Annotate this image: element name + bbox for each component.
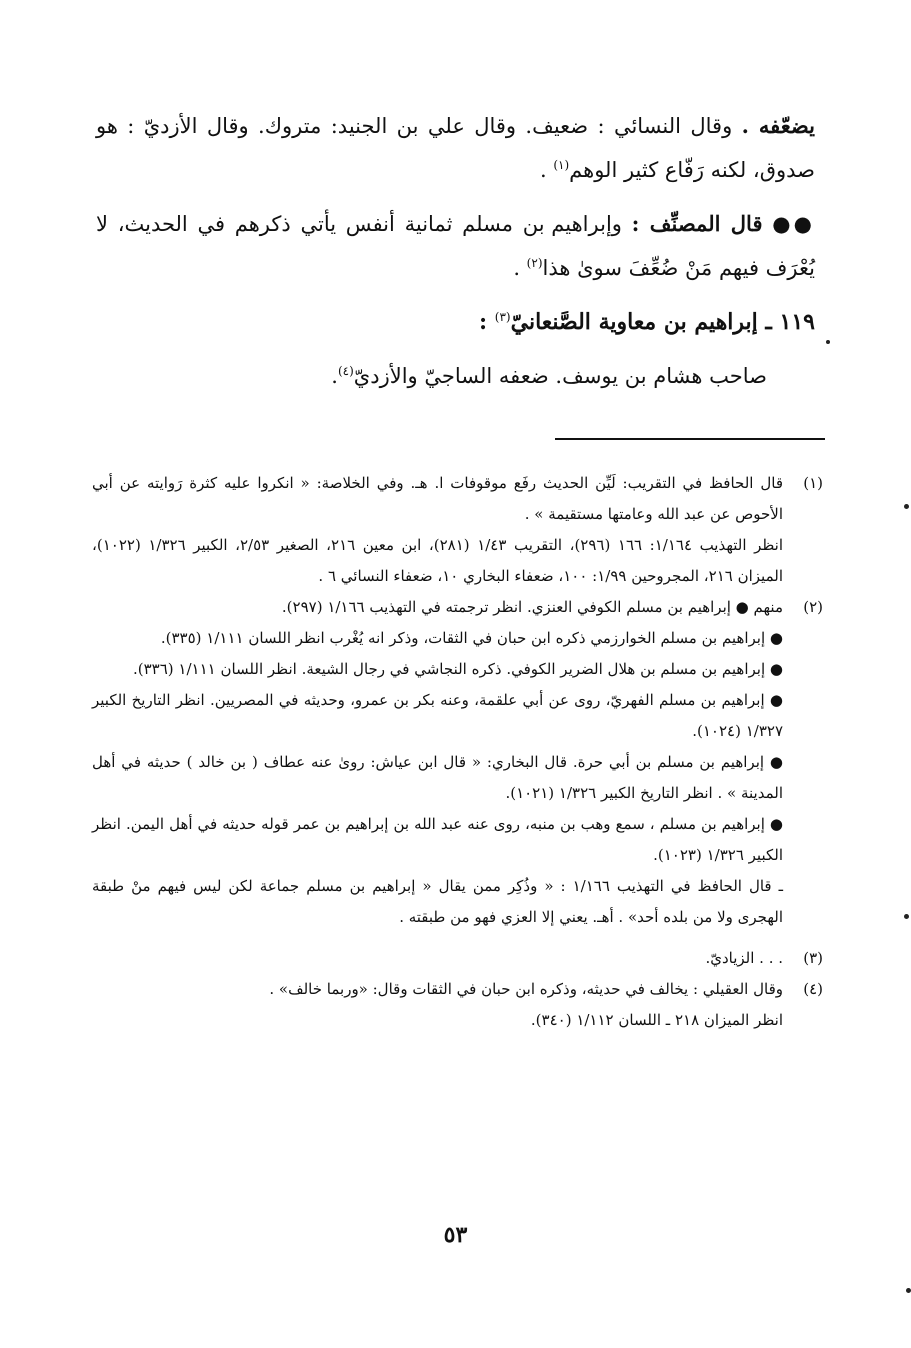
footnote-1	[92, 468, 823, 592]
footnote-ref-1: (١)	[553, 158, 570, 172]
footnote-4	[92, 974, 823, 1036]
main-text	[96, 104, 815, 408]
footnote-line: انظر التهذيب ١/١٦٤: ١٦٦ (٢٩٦)، التقريب ١/٤٣ (٢٨١)، ابن معين ٢١٦، الصغير ٢/٥٣، الكبير ١/٣٢٦ (١٠٢٢)، الميزان ٢١٦، المجروحين ١/٩٩: ١٠٠، ضعفاء البخاري ١٠، ضعفاء النسائي ٦ .	[92, 536, 784, 585]
paragraph-1-lead: يضعّفه .	[741, 113, 815, 138]
footnote-line: قال الحافظ في التقريب: لَيِّن الحديث رفَع موقوفات ا. هـ. وفي الخلاصة: « انكروا عليه كثرة رَوايته عن أبي الأحوص عن عبد الله وعامتها مستقيمة » .	[92, 474, 783, 523]
footnote-line: منهم ● إبراهيم بن مسلم الكوفي العنزي. انظر ترجمته في التهذيب ١/١٦٦ (٢٩٧).	[281, 598, 783, 616]
footnote-line: ● إبراهيم بن مسلم ، سمع وهب بن منبه، روى عنه عبد الله بن إبراهيم بن عمر قوله حديثه في أهل اليمن. انظر الكبير ١/٣٢٦ (١٠٢٣).	[92, 815, 783, 864]
scan-mark	[904, 504, 909, 509]
footnote-line: ـ قال الحافظ في التهذيب ١/١٦٦ : « وذُكِر ممن يقال « إبراهيم بن مسلم جماعة لكن ليس فيهم منْ طبقة الهجرى ولا من بلده أحد» . أهـ. يعني إلا العزي فهو من طبقته .	[92, 877, 783, 926]
entry-body-text: صاحب هشام بن يوسف. ضعفه الساجيّ والأزديّ	[353, 364, 767, 388]
scan-mark	[906, 1288, 911, 1293]
entry-body: صاحب هشام بن يوسف. ضعفه الساجيّ والأزديّ$^{(٤)}$.	[331, 364, 767, 388]
scan-mark	[826, 340, 830, 344]
footnote-number: (١)	[803, 474, 823, 492]
footnote-line: ● إبراهيم بن مسلم الفهريّ، روى عن أبي علقمة، وعنه بكر بن عمرو، وحديثه في المصريين. انظر التاريخ الكبير ١/٣٢٧ (١٠٢٤).	[92, 691, 783, 740]
footnote-ref-2: (٢)	[526, 256, 543, 270]
paragraph-1: يضعّفه . وقال النسائي : ضعيف. وقال علي بن الجنيد: متروك. وقال الأزديّ : هو صدوق، لكنه رَفّاع كثير الوهم$^{(١)}$ .	[96, 113, 815, 182]
footnote-2	[92, 592, 823, 933]
footnote-line: انظر الميزان ٢١٨ ـ اللسان ١/١١٢ (٣٤٠).	[530, 1011, 783, 1029]
footnote-line: ● إبراهيم بن مسلم الخوارزمي ذكره ابن حبان في الثقات، وذكر انه يُغْرب انظر اللسان ١/١١١ (٣٣٥).	[160, 629, 783, 647]
paragraph-2-lead: قال المصنِّف :	[631, 211, 763, 236]
paragraph-1-text: وقال النسائي : ضعيف. وقال علي بن الجنيد: متروك. وقال الأزديّ : هو صدوق، لكنه رَفّاع كثير الوهم	[96, 114, 815, 182]
footnote-line: وقال العقيلي : يخالف في حديثه، وذكره ابن حبان في الثقات وقال: «وربما خالف» .	[269, 980, 783, 998]
entry-title: ١١٩ ـ إبراهيم بن معاوية الصَّنعانيّ	[510, 309, 815, 335]
footnote-line: ● إبراهيم بن مسلم بن أبي حرة. قال البخاري: « قال ابن عياش: روىٰ عنه عطاف ( بن خالد ) حديثه في أهل المدينة » . انظر التاريخ الكبير ١/٣٢٦ (١٠٢١).	[92, 753, 783, 802]
footnote-ref-3: (٣)	[494, 310, 511, 324]
footnote-ref-4: (٤)	[337, 364, 354, 378]
footnotes	[92, 468, 823, 1036]
paragraph-2: ●● قال المصنِّف : وإبراهيم بن مسلم ثمانية أنفس يأتي ذكرهم في الحديث، لا يُعْرَف فيهم مَنْ ضُعِّفَ سوىٰ هذا$^{(٢)}$ .	[96, 211, 815, 280]
scan-mark	[904, 914, 909, 919]
footnote-divider	[555, 438, 825, 440]
footnote-line: . . . الزياديّ.	[705, 949, 783, 967]
footnote-line: ● إبراهيم بن مسلم بن هلال الضرير الكوفي. ذكره النجاشي في رجال الشيعة. انظر اللسان ١/١١١ (٣٣٦).	[132, 660, 783, 678]
double-bullet: ●●	[772, 211, 815, 236]
entry-heading: ١١٩ ـ إبراهيم بن معاوية الصَّنعانيّ$^{(٣)}$ :	[479, 309, 815, 335]
paragraph-2-text: وإبراهيم بن مسلم ثمانية أنفس يأتي ذكرهم في الحديث، لا يُعْرَف فيهم مَنْ ضُعِّفَ سوىٰ هذا	[96, 212, 815, 280]
footnote-number: (٣)	[803, 949, 823, 967]
footnote-number: (٢)	[803, 598, 823, 616]
page-number: ٥٣	[443, 1222, 468, 1248]
footnote-3	[92, 943, 823, 974]
footnote-number: (٤)	[803, 980, 823, 998]
